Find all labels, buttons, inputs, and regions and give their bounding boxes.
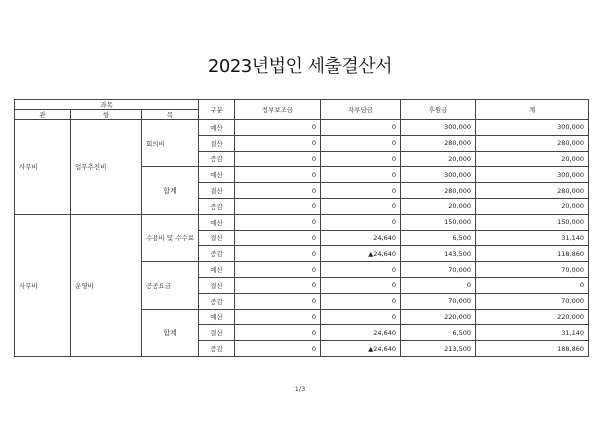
gubun-cell: 결산 <box>199 277 235 293</box>
donation-cell: 20,000 <box>401 151 476 167</box>
gov-subsidy-cell: 0 <box>235 167 321 183</box>
donation-cell: 220,000 <box>401 309 476 325</box>
gubun-cell: 증감 <box>199 151 235 167</box>
total-cell: 300,000 <box>476 120 589 136</box>
total-cell: 150,000 <box>476 214 589 230</box>
gov-subsidy-cell: 0 <box>235 135 321 151</box>
header-mok: 목 <box>142 110 199 120</box>
self-burden-cell: 0 <box>321 309 401 325</box>
header-gov-subsidy: 정부보조금 <box>235 100 321 120</box>
total-cell: 20,000 <box>476 151 589 167</box>
total-cell: 280,000 <box>476 135 589 151</box>
gov-subsidy-cell: 0 <box>235 277 321 293</box>
total-cell: 70,000 <box>476 293 589 309</box>
total-cell: 20,000 <box>476 198 589 214</box>
self-burden-cell: 24,640 <box>321 325 401 341</box>
gov-subsidy-cell: 0 <box>235 246 321 262</box>
gov-subsidy-cell: 0 <box>235 183 321 199</box>
total-cell: 220,000 <box>476 309 589 325</box>
header-donation: 후원금 <box>401 100 476 120</box>
gubun-cell: 예산 <box>199 120 235 136</box>
gwan-cell: 사무비 <box>15 120 71 215</box>
settlement-table <box>14 99 589 357</box>
self-burden-cell: ▲24,640 <box>321 246 401 262</box>
donation-cell: 6,500 <box>401 325 476 341</box>
self-burden-cell: 0 <box>321 120 401 136</box>
self-burden-cell: 0 <box>321 262 401 278</box>
self-burden-cell: 0 <box>321 293 401 309</box>
gubun-cell: 증감 <box>199 246 235 262</box>
total-cell: 118,860 <box>476 246 589 262</box>
self-burden-cell: 0 <box>321 183 401 199</box>
gubun-cell: 증감 <box>199 293 235 309</box>
gubun-cell: 예산 <box>199 167 235 183</box>
table-row <box>15 120 589 136</box>
total-cell: 31,140 <box>476 230 589 246</box>
gubun-cell: 예산 <box>199 214 235 230</box>
header-total: 계 <box>476 100 589 120</box>
mok-total-cell: 합계 <box>142 167 199 214</box>
gov-subsidy-cell: 0 <box>235 325 321 341</box>
self-burden-cell: 0 <box>321 151 401 167</box>
self-burden-cell: 0 <box>321 135 401 151</box>
self-burden-cell: 0 <box>321 277 401 293</box>
gubun-cell: 증감 <box>199 341 235 357</box>
hang-cell: 운영비 <box>71 214 142 356</box>
gubun-cell: 결산 <box>199 230 235 246</box>
gubun-cell: 결산 <box>199 183 235 199</box>
donation-cell: 150,000 <box>401 214 476 230</box>
donation-cell: 300,000 <box>401 167 476 183</box>
mok-cell: 공공요금 <box>142 262 199 309</box>
gov-subsidy-cell: 0 <box>235 262 321 278</box>
gov-subsidy-cell: 0 <box>235 214 321 230</box>
header-gubun: 구분 <box>199 100 235 120</box>
gubun-cell: 증감 <box>199 198 235 214</box>
donation-cell: 280,000 <box>401 183 476 199</box>
donation-cell: 70,000 <box>401 293 476 309</box>
gubun-cell: 결산 <box>199 325 235 341</box>
gubun-cell: 예산 <box>199 309 235 325</box>
table-row <box>15 214 589 230</box>
donation-cell: 0 <box>401 277 476 293</box>
hang-cell: 업무추진비 <box>71 120 142 215</box>
gov-subsidy-cell: 0 <box>235 293 321 309</box>
total-cell: 0 <box>476 277 589 293</box>
self-burden-cell: 0 <box>321 198 401 214</box>
total-cell: 70,000 <box>476 262 589 278</box>
self-burden-cell: 0 <box>321 167 401 183</box>
donation-cell: 6,500 <box>401 230 476 246</box>
gubun-cell: 결산 <box>199 135 235 151</box>
self-burden-cell: 24,640 <box>321 230 401 246</box>
gov-subsidy-cell: 0 <box>235 198 321 214</box>
donation-cell: 280,000 <box>401 135 476 151</box>
donation-cell: 70,000 <box>401 262 476 278</box>
self-burden-cell: 0 <box>321 214 401 230</box>
total-cell: 280,000 <box>476 183 589 199</box>
gov-subsidy-cell: 0 <box>235 309 321 325</box>
mok-cell: 수용비 및 수수료 <box>142 214 199 261</box>
total-cell: 300,000 <box>476 167 589 183</box>
gov-subsidy-cell: 0 <box>235 120 321 136</box>
header-self-burden: 자부담금 <box>321 100 401 120</box>
donation-cell: 143,500 <box>401 246 476 262</box>
mok-cell: 회의비 <box>142 120 199 167</box>
document-title: 2023년법인 세출결산서 <box>207 56 393 77</box>
donation-cell: 213,500 <box>401 341 476 357</box>
header-gwan: 관 <box>15 110 71 120</box>
header-gwamok: 과목 <box>15 100 199 110</box>
donation-cell: 300,000 <box>401 120 476 136</box>
self-burden-cell: ▲24,640 <box>321 341 401 357</box>
page-number: 1/3 <box>294 385 306 393</box>
total-cell: 188,860 <box>476 341 589 357</box>
gubun-cell: 예산 <box>199 262 235 278</box>
mok-total-cell: 합계 <box>142 309 199 356</box>
gov-subsidy-cell: 0 <box>235 151 321 167</box>
gov-subsidy-cell: 0 <box>235 341 321 357</box>
gov-subsidy-cell: 0 <box>235 230 321 246</box>
header-hang: 항 <box>71 110 142 120</box>
gwan-cell: 사무비 <box>15 214 71 356</box>
donation-cell: 20,000 <box>401 198 476 214</box>
total-cell: 31,140 <box>476 325 589 341</box>
